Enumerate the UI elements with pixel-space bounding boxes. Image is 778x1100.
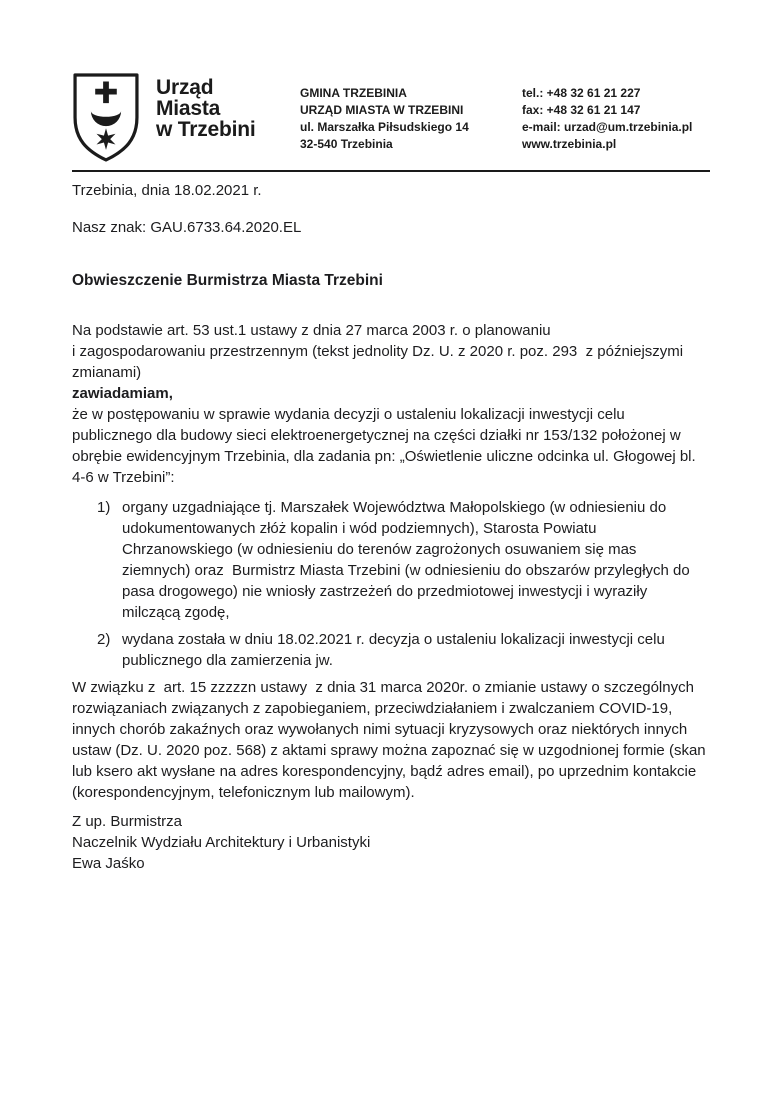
list-item-2-text: wydana została w dniu 18.02.2021 r. decyzja o ustaleniu lokalizacji inwestycji celu publicznego dla zamierzenia jw.: [122, 631, 669, 669]
org-name-line3: w Trzebini: [156, 118, 256, 141]
address-line2: URZĄD MIASTA W TRZEBINI: [300, 103, 464, 117]
address-line4: 32-540 Trzebinia: [300, 137, 393, 151]
letterhead-divider: [72, 170, 710, 172]
office-address-block: [300, 85, 469, 153]
list-item-2: [72, 629, 706, 671]
signature-authority: Z up. Burmistrza: [72, 813, 183, 830]
fax-line: fax: +48 32 61 21 147: [522, 103, 641, 117]
signature-name: Ewa Jaśko: [72, 855, 145, 872]
address-line3: ul. Marszałka Piłsudskiego 14: [300, 120, 469, 134]
signature-block: [72, 811, 706, 874]
list-item-2-marker: 2): [97, 631, 111, 648]
org-name-line2: Miasta: [156, 97, 221, 120]
reference-number: Nasz znak: GAU.6733.64.2020.EL: [72, 219, 302, 236]
document-title: Obwieszczenie Burmistrza Miasta Trzebini: [72, 272, 383, 289]
intro-paragraph: [72, 320, 706, 488]
covid-paragraph: W związku z art. 15 zzzzzn ustawy z dnia 31 marca 2020r. o zmianie ustawy o szczególnych rozwiązaniach związanych z zapobieganiem, przeciwdziałaniem i zwalczaniem COVID-19, innych chorób zakaźnych oraz wywołanych nimi sytuacji kryzysowych oraz niektórych innych ustaw (Dz. U. 2020 poz. 568) z aktami sprawy można zapoznać się w uzgodnionej formie (skan lub ksero akt wysłane na adres korespondencyjny, bądź adres email), po uprzednim kontakcie (korespondencyjnym, telefonicznym lub mailowym).: [72, 679, 710, 801]
office-contact-block: [522, 85, 692, 153]
announce-word: zawiadamiam,: [72, 385, 173, 402]
website-line: www.trzebinia.pl: [522, 137, 617, 151]
list-item-1-marker: 1): [97, 499, 111, 516]
org-name-line1: Urząd: [156, 76, 214, 99]
signature-position: Naczelnik Wydziału Architektury i Urbanistyki: [72, 834, 371, 851]
letter-body: [72, 180, 710, 874]
intro-rest: że w postępowaniu w sprawie wydania decyzji o ustaleniu lokalizacji inwestycji celu publicznego dla budowy sieci elektroenergetycznej na części działki nr 153/132 położonej w obrębie ewidencyjnym Trzebinia, dla zadania pn: „Oświetlenie uliczne odcinka ul. Głogowej bl. 4-6 w Trzebini”:: [72, 406, 700, 486]
place-and-date: Trzebinia, dnia 18.02.2021 r.: [72, 182, 262, 199]
list-item-1: [72, 497, 706, 623]
address-line1: GMINA TRZEBINIA: [300, 86, 407, 100]
email-line: e-mail: urzad@um.trzebinia.pl: [522, 120, 693, 134]
trzebinia-coat-of-arms-icon: [70, 70, 142, 165]
intro-line-2: i zagospodarowaniu przestrzennym (tekst jednolity Dz. U. z 2020 r. poz. 293 z późniejszymi zmianami): [72, 343, 688, 381]
phone-line: tel.: +48 32 61 21 227: [522, 86, 641, 100]
list-item-1-text: organy uzgadniające tj. Marszałek Województwa Małopolskiego (w odniesieniu do udokumentowanych złóż kopalin i wód podziemnych), Starosta Powiatu Chrzanowskiego (w odniesieniu do terenów zagrożonych osuwaniem się mas ziemnych) oraz Burmistrz Miasta Trzebini (w odniesieniu do obszarów przyległych do pasa drogowego) nie wniosły zastrzeżeń do przedmiotowej inwestycji i wyraziły milczącą zgodę,: [122, 499, 694, 621]
organization-name: [156, 77, 256, 140]
intro-line-1: Na podstawie art. 53 ust.1 ustawy z dnia 27 marca 2003 r. o planowaniu: [72, 322, 551, 339]
